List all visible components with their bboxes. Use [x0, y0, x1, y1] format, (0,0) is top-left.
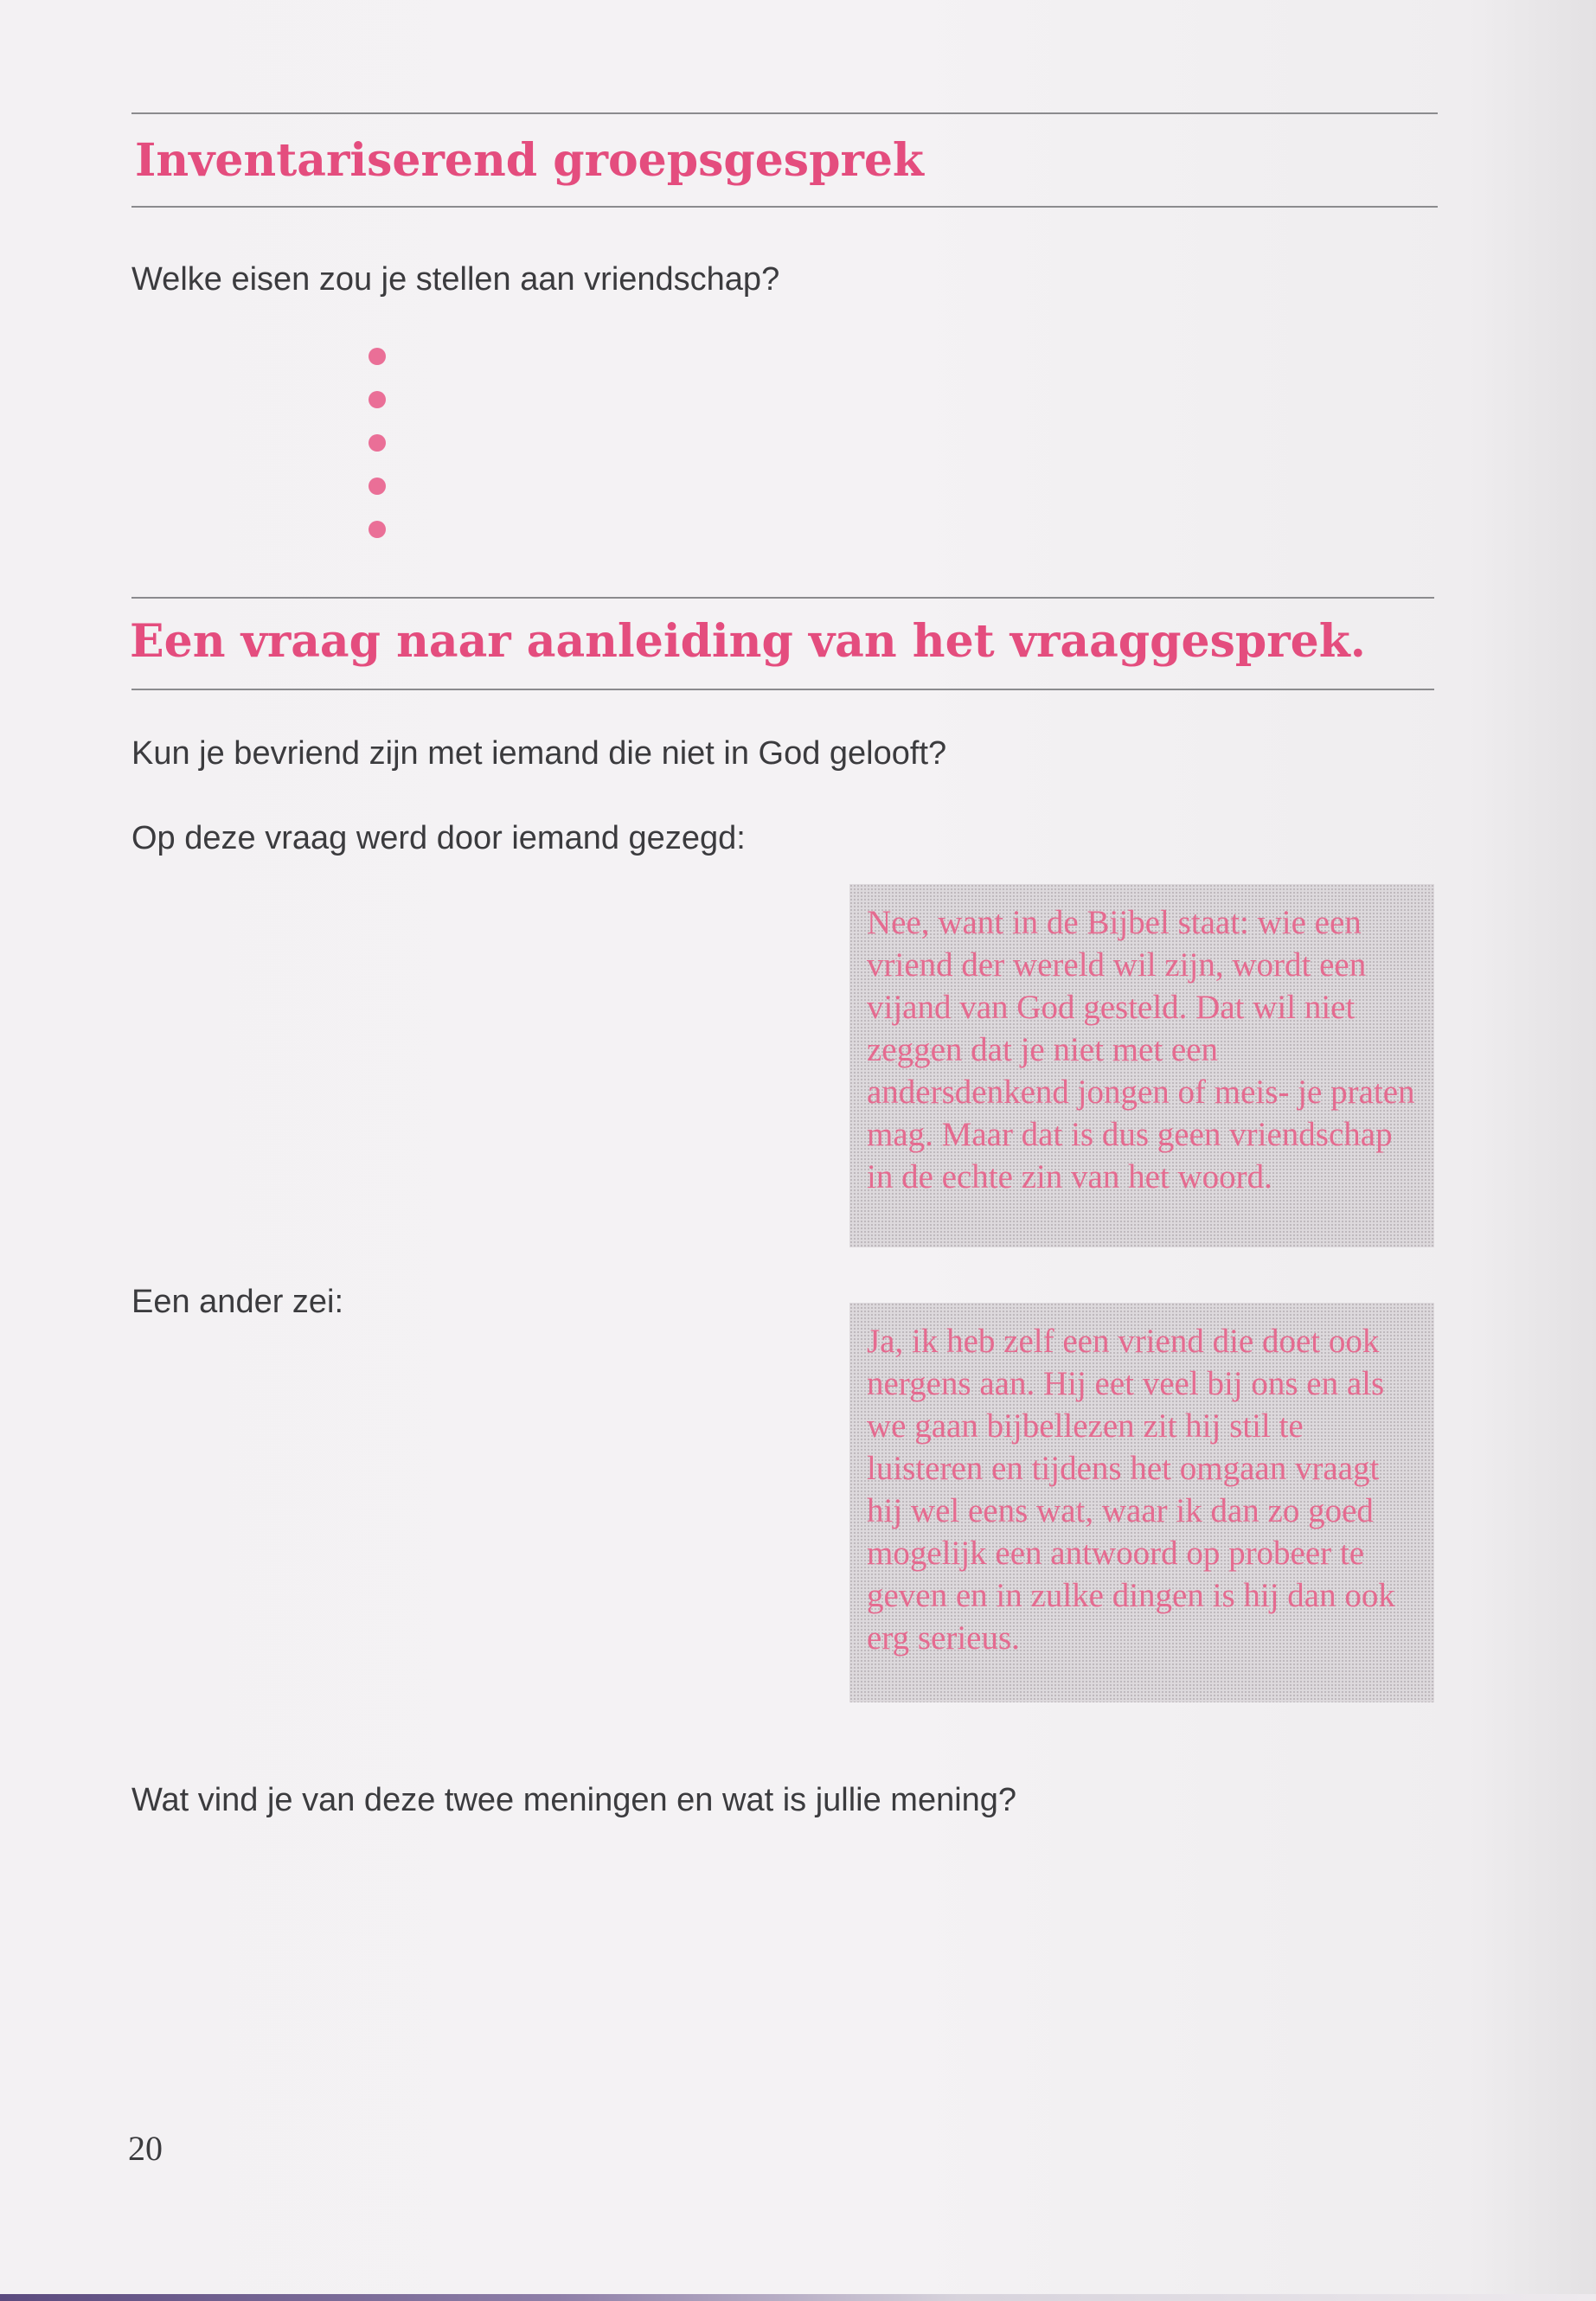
first-opinion-quote-text: Nee, want in de Bijbel staat: wie een vriend der wereld wil zijn, wordt een vijand van God gesteld. Dat wil niet zeggen dat je niet met een andersdenkend jongen of meis- je praten mag. Maar dat is dus geen vriendschap in de echte zin van het woord.: [867, 904, 1415, 1195]
bullet-point: [369, 391, 386, 408]
section2-question: Kun je bevriend zijn met iemand die niet in God gelooft?: [131, 735, 947, 772]
page-bottom-edge: [0, 2294, 1596, 2301]
section1-title: Inventariserend groepsgesprek: [135, 134, 924, 187]
second-opinion-quote-text: Ja, ik heb zelf een vriend die doet ook nergens aan. Hij eet veel bij ons en als we gaan bijbellezen zit hij stil te luisteren en tijdens het omgaan vraagt hij wel eens wat, waar ik dan zo goed mogelijk een antwoord op probeer te geven en in zulke dingen is hij dan ook erg serieus.: [867, 1323, 1395, 1657]
section1-question: Welke eisen zou je stellen aan vriendschap?: [131, 261, 780, 298]
second-opinion-intro: Een ander zei:: [131, 1284, 344, 1320]
bullet-point: [369, 348, 386, 365]
section2-bottom-rule: [131, 689, 1434, 690]
closing-question: Wat vind je van deze twee meningen en wat is jullie mening?: [131, 1782, 1017, 1818]
bullet-point: [369, 434, 386, 452]
first-opinion-intro: Op deze vraag werd door iemand gezegd:: [131, 820, 746, 856]
section1-top-rule: [131, 112, 1438, 114]
page-number: 20: [128, 2129, 163, 2168]
section2-title: Een vraag naar aanleiding van het vraaggesprek.: [130, 615, 1366, 668]
bullet-point: [369, 521, 386, 538]
first-opinion-quote: [849, 884, 1434, 1247]
section2-top-rule: [131, 597, 1434, 599]
bullet-point: [369, 478, 386, 495]
second-opinion-quote: [849, 1303, 1434, 1702]
section1-bottom-rule: [131, 206, 1438, 208]
answer-bullet-list: [369, 348, 386, 564]
